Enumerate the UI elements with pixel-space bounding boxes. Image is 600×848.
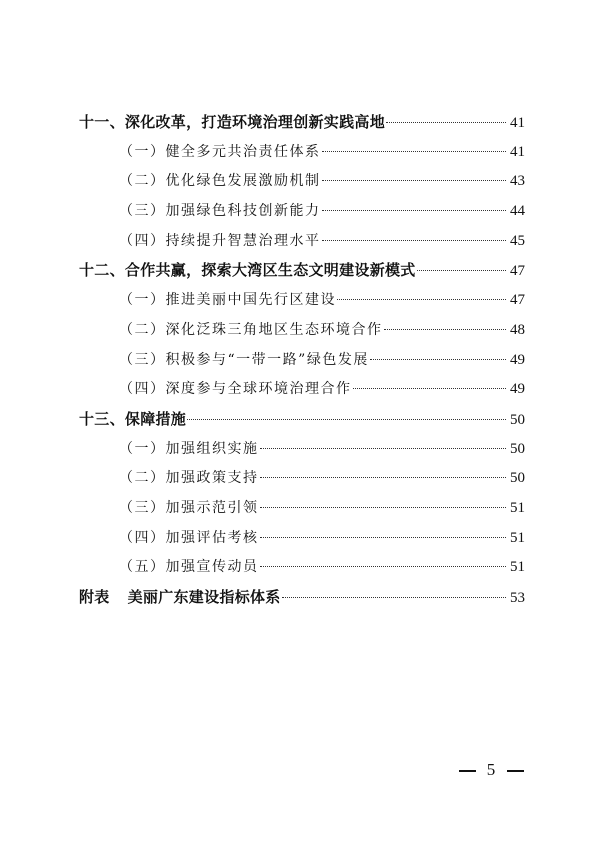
toc-item[interactable]: [79, 227, 525, 257]
toc-item[interactable]: [79, 524, 525, 554]
toc-item-title: （二）优化绿色发展激励机制: [119, 173, 321, 190]
dot-leader: [260, 448, 507, 449]
toc-page-number: 51: [510, 559, 525, 576]
toc-page-number: 50: [510, 411, 525, 428]
toc-item[interactable]: [79, 375, 525, 405]
toc-item[interactable]: [79, 197, 525, 227]
dot-leader: [322, 151, 507, 152]
footer-dash-left: [459, 770, 476, 772]
dot-leader: [282, 597, 506, 598]
toc-page-number: 41: [510, 143, 525, 160]
dot-leader: [260, 477, 507, 478]
toc-page-number: 47: [510, 292, 525, 309]
toc-page-number: 50: [510, 440, 525, 457]
toc-section-title: 十三、保障措施: [79, 409, 187, 428]
toc-appendix[interactable]: [79, 583, 525, 613]
toc-item-title: （五）加强宣传动员: [119, 559, 259, 576]
toc-item-title: （二）深化泛珠三角地区生态环境合作: [119, 321, 383, 338]
toc-item-title: （一）健全多元共治责任体系: [119, 143, 321, 160]
toc-page-number: 45: [510, 232, 525, 249]
toc-page-number: 50: [510, 470, 525, 487]
toc-page-number: 53: [510, 590, 525, 606]
toc-item-title: （一）推进美丽中国先行区建设: [119, 292, 336, 309]
toc-section-11[interactable]: [79, 108, 525, 138]
toc-item-title: （一）加强组织实施: [119, 440, 259, 457]
toc-page-number: 47: [510, 263, 525, 280]
dot-leader: [260, 537, 507, 538]
toc-item[interactable]: [79, 464, 525, 494]
toc-item[interactable]: [79, 167, 525, 197]
toc-item-title: （三）加强绿色科技创新能力: [119, 203, 321, 220]
toc-item-title: （三）加强示范引领: [119, 499, 259, 516]
appendix-name: 美丽广东建设指标体系: [127, 588, 281, 606]
dot-leader: [370, 359, 506, 360]
dot-leader: [187, 419, 506, 420]
toc-section-12[interactable]: [79, 256, 525, 286]
dot-leader: [322, 180, 507, 181]
toc-page-number: 44: [510, 203, 525, 220]
appendix-label: 附表: [79, 588, 110, 606]
toc-item[interactable]: [79, 435, 525, 465]
toc-page-number: 48: [510, 321, 525, 338]
toc-item[interactable]: [79, 316, 525, 346]
toc-page-number: 49: [510, 381, 525, 398]
page-footer: [0, 758, 600, 782]
toc-page-number: 51: [510, 529, 525, 546]
toc-item[interactable]: [79, 346, 525, 376]
dot-leader: [260, 566, 507, 567]
toc-section-title: 十二、合作共赢，探索大湾区生态文明建设新模式: [79, 261, 416, 280]
toc-page-number: 49: [510, 351, 525, 368]
dot-leader: [384, 329, 507, 330]
dot-leader: [386, 122, 506, 123]
toc-page-number: 41: [510, 115, 525, 131]
dot-leader: [260, 507, 507, 508]
dot-leader: [337, 299, 506, 300]
footer-page-number: 5: [486, 760, 496, 779]
dot-leader: [417, 270, 506, 271]
toc-page-number: 43: [510, 173, 525, 190]
table-of-contents: [79, 108, 525, 613]
toc-page-number: 51: [510, 499, 525, 516]
toc-section-13[interactable]: [79, 405, 525, 435]
dot-leader: [322, 240, 507, 241]
dot-leader: [353, 388, 507, 389]
toc-item-title: （二）加强政策支持: [119, 470, 259, 487]
footer-dash-right: [507, 770, 524, 772]
toc-item-title: （三）积极参与“一带一路”绿色发展: [119, 351, 369, 368]
toc-item-title: （四）持续提升智慧治理水平: [119, 232, 321, 249]
toc-item-title: （四）深度参与全球环境治理合作: [119, 381, 352, 398]
toc-item[interactable]: [79, 553, 525, 583]
toc-appendix-title: [79, 583, 281, 613]
dot-leader: [322, 210, 507, 211]
toc-item[interactable]: [79, 494, 525, 524]
toc-section-title: 十一、深化改革，打造环境治理创新实践高地: [79, 113, 386, 131]
toc-item-title: （四）加强评估考核: [119, 529, 259, 546]
toc-item[interactable]: [79, 286, 525, 316]
toc-item[interactable]: [79, 138, 525, 168]
